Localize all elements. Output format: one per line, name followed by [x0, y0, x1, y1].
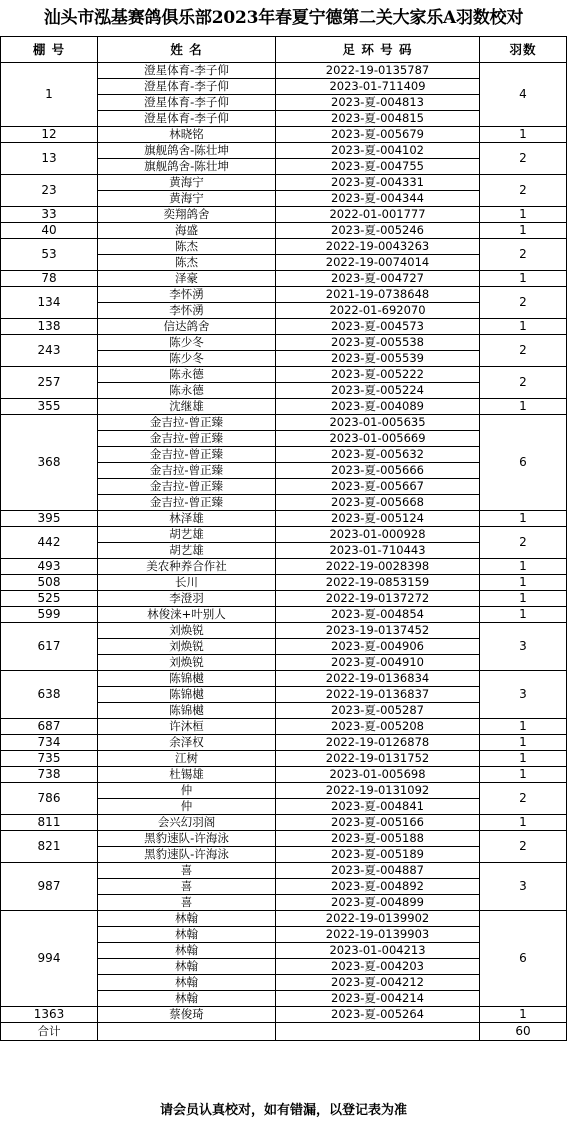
- ring-number: 2022-19-0136837: [276, 687, 480, 703]
- bird-count: 2: [480, 287, 567, 319]
- bird-count: 1: [480, 127, 567, 143]
- member-name: 仲: [98, 783, 276, 799]
- member-name: 喜: [98, 879, 276, 895]
- member-name: 李澄羽: [98, 591, 276, 607]
- bird-count: 1: [480, 319, 567, 335]
- member-name: 林翰: [98, 991, 276, 1007]
- table-row: [1, 767, 567, 783]
- member-name: 蔡俊琦: [98, 1007, 276, 1023]
- ring-number: 2023-夏-004755: [276, 159, 480, 175]
- ring-number: 2023-夏-005538: [276, 335, 480, 351]
- bird-count: 1: [480, 591, 567, 607]
- ring-number: 2022-01-001777: [276, 207, 480, 223]
- member-name: 旗舰鸽舍-陈壮坤: [98, 159, 276, 175]
- member-name: 澄星体育-李子仰: [98, 63, 276, 79]
- loft-number: 368: [1, 415, 98, 511]
- loft-number: 23: [1, 175, 98, 207]
- table-row: [1, 719, 567, 735]
- bird-count: 2: [480, 239, 567, 271]
- bird-count: 3: [480, 863, 567, 911]
- loft-number: 987: [1, 863, 98, 911]
- member-name: 会兴幻羽阁: [98, 815, 276, 831]
- ring-number: 2023-夏-005539: [276, 351, 480, 367]
- ring-number: 2022-19-0131752: [276, 751, 480, 767]
- member-name: 胡艺雄: [98, 527, 276, 543]
- bird-count: 1: [480, 719, 567, 735]
- ring-number: 2023-夏-004815: [276, 111, 480, 127]
- ring-number: 2023-01-710443: [276, 543, 480, 559]
- ring-number: 2023-夏-004727: [276, 271, 480, 287]
- bird-count: 6: [480, 415, 567, 511]
- loft-number: 994: [1, 911, 98, 1007]
- bird-count: 6: [480, 911, 567, 1007]
- bird-count: 1: [480, 399, 567, 415]
- ring-number: 2023-夏-005668: [276, 495, 480, 511]
- member-name: 金吉拉-曾正臻: [98, 415, 276, 431]
- table-row: [1, 511, 567, 527]
- loft-number: 53: [1, 239, 98, 271]
- bird-count: 1: [480, 767, 567, 783]
- loft-number: 687: [1, 719, 98, 735]
- ring-number: 2023-夏-004813: [276, 95, 480, 111]
- loft-number: 442: [1, 527, 98, 559]
- member-name: 林翰: [98, 927, 276, 943]
- member-name: 奕翔鸽舍: [98, 207, 276, 223]
- member-name: 江树: [98, 751, 276, 767]
- ring-number: 2023-夏-005188: [276, 831, 480, 847]
- loft-number: 134: [1, 287, 98, 319]
- member-name: 金吉拉-曾正臻: [98, 495, 276, 511]
- bird-count: 1: [480, 511, 567, 527]
- member-name: 林翰: [98, 975, 276, 991]
- member-name: 林泽雄: [98, 511, 276, 527]
- member-name: 陈锦樾: [98, 687, 276, 703]
- member-name: 刘焕锐: [98, 655, 276, 671]
- loft-number: 243: [1, 335, 98, 367]
- ring-number: 2021-19-0738648: [276, 287, 480, 303]
- pigeon-count-table: [0, 36, 567, 1041]
- table-row: [1, 1007, 567, 1023]
- ring-number: 2023-夏-005287: [276, 703, 480, 719]
- table-row: [1, 815, 567, 831]
- ring-number: 2023-夏-005124: [276, 511, 480, 527]
- ring-number: 2023-夏-004573: [276, 319, 480, 335]
- bird-count: 4: [480, 63, 567, 127]
- ring-number: 2022-19-0028398: [276, 559, 480, 575]
- ring-number: 2023-夏-005666: [276, 463, 480, 479]
- table-row: [1, 287, 567, 303]
- loft-number: 617: [1, 623, 98, 671]
- bird-count: 2: [480, 527, 567, 559]
- member-name: 李怀湧: [98, 287, 276, 303]
- bird-count: 1: [480, 815, 567, 831]
- ring-number: 2022-19-0126878: [276, 735, 480, 751]
- member-name: 澄星体育-李子仰: [98, 95, 276, 111]
- table-row: [1, 319, 567, 335]
- member-name: 陈锦樾: [98, 703, 276, 719]
- loft-number: 811: [1, 815, 98, 831]
- ring-number: 2023-夏-005679: [276, 127, 480, 143]
- member-name: 杜锡雄: [98, 767, 276, 783]
- ring-number: 2023-夏-004102: [276, 143, 480, 159]
- ring-number: 2023-夏-004214: [276, 991, 480, 1007]
- bird-count: 2: [480, 783, 567, 815]
- table-row: [1, 335, 567, 351]
- member-name: 信达鸽舍: [98, 319, 276, 335]
- member-name: 泽豪: [98, 271, 276, 287]
- member-name: 陈杰: [98, 239, 276, 255]
- ring-number: 2022-19-0139903: [276, 927, 480, 943]
- header-row: [1, 37, 567, 63]
- total-row: [1, 1023, 567, 1041]
- ring-number: 2023-19-0137452: [276, 623, 480, 639]
- bird-count: 2: [480, 143, 567, 175]
- ring-number: 2023-01-005635: [276, 415, 480, 431]
- ring-number: 2023-夏-004212: [276, 975, 480, 991]
- ring-number: 2023-01-004213: [276, 943, 480, 959]
- table-body: [1, 63, 567, 1023]
- loft-number: 493: [1, 559, 98, 575]
- ring-number: 2023-夏-004841: [276, 799, 480, 815]
- member-name: 陈少冬: [98, 335, 276, 351]
- member-name: 金吉拉-曾正臻: [98, 431, 276, 447]
- table-row: [1, 735, 567, 751]
- member-name: 林翰: [98, 943, 276, 959]
- member-name: 仲: [98, 799, 276, 815]
- loft-number: 525: [1, 591, 98, 607]
- member-name: 黄海宁: [98, 191, 276, 207]
- ring-number: 2023-夏-004892: [276, 879, 480, 895]
- bird-count: 1: [480, 575, 567, 591]
- member-name: 陈永德: [98, 383, 276, 399]
- table-row: [1, 127, 567, 143]
- loft-number: 355: [1, 399, 98, 415]
- loft-number: 735: [1, 751, 98, 767]
- bird-count: 1: [480, 271, 567, 287]
- total-blank-ring: [276, 1023, 480, 1041]
- bird-count: 2: [480, 831, 567, 863]
- bird-count: 3: [480, 671, 567, 719]
- member-name: 胡艺雄: [98, 543, 276, 559]
- bird-count: 2: [480, 175, 567, 207]
- loft-number: 78: [1, 271, 98, 287]
- member-name: 陈杰: [98, 255, 276, 271]
- ring-number: 2023-夏-005208: [276, 719, 480, 735]
- member-name: 林翰: [98, 911, 276, 927]
- ring-number: 2023-夏-005224: [276, 383, 480, 399]
- loft-number: 638: [1, 671, 98, 719]
- table-row: [1, 783, 567, 799]
- member-name: 许沐桓: [98, 719, 276, 735]
- total-value: 60: [480, 1023, 567, 1041]
- member-name: 黑豹速队-许海泳: [98, 831, 276, 847]
- bird-count: 1: [480, 735, 567, 751]
- ring-number: 2022-19-0853159: [276, 575, 480, 591]
- total-label: 合计: [1, 1023, 98, 1041]
- ring-number: 2023-01-005669: [276, 431, 480, 447]
- loft-number: 138: [1, 319, 98, 335]
- member-name: 澄星体育-李子仰: [98, 79, 276, 95]
- loft-number: 33: [1, 207, 98, 223]
- loft-number: 508: [1, 575, 98, 591]
- loft-number: 40: [1, 223, 98, 239]
- ring-number: 2023-夏-005222: [276, 367, 480, 383]
- loft-number: 1: [1, 63, 98, 127]
- ring-number: 2022-19-0131092: [276, 783, 480, 799]
- member-name: 林晓铭: [98, 127, 276, 143]
- ring-number: 2023-夏-004203: [276, 959, 480, 975]
- loft-number: 738: [1, 767, 98, 783]
- bird-count: 1: [480, 751, 567, 767]
- member-name: 林翰: [98, 959, 276, 975]
- ring-number: 2023-夏-004331: [276, 175, 480, 191]
- table-row: [1, 575, 567, 591]
- ring-number: 2023-夏-005189: [276, 847, 480, 863]
- table-row: [1, 367, 567, 383]
- ring-number: 2023-01-000928: [276, 527, 480, 543]
- loft-number: 395: [1, 511, 98, 527]
- table-row: [1, 239, 567, 255]
- ring-number: 2023-夏-005264: [276, 1007, 480, 1023]
- table-row: [1, 831, 567, 847]
- loft-number: 12: [1, 127, 98, 143]
- loft-number: 1363: [1, 1007, 98, 1023]
- header-count: 羽数: [480, 37, 567, 63]
- table-row: [1, 591, 567, 607]
- member-name: 金吉拉-曾正臻: [98, 479, 276, 495]
- loft-number: 786: [1, 783, 98, 815]
- bird-count: 1: [480, 207, 567, 223]
- member-name: 金吉拉-曾正臻: [98, 463, 276, 479]
- ring-number: 2022-01-692070: [276, 303, 480, 319]
- table-row: [1, 527, 567, 543]
- member-name: 陈少冬: [98, 351, 276, 367]
- table-row: [1, 911, 567, 927]
- member-name: 黑豹速队-许海泳: [98, 847, 276, 863]
- bird-count: 3: [480, 623, 567, 671]
- member-name: 刘焕锐: [98, 623, 276, 639]
- ring-number: 2023-夏-005246: [276, 223, 480, 239]
- table-row: [1, 63, 567, 79]
- bird-count: 1: [480, 1007, 567, 1023]
- table-row: [1, 223, 567, 239]
- member-name: 美农种养合作社: [98, 559, 276, 575]
- ring-number: 2023-夏-004906: [276, 639, 480, 655]
- ring-number: 2022-19-0137272: [276, 591, 480, 607]
- ring-number: 2022-19-0135787: [276, 63, 480, 79]
- loft-number: 599: [1, 607, 98, 623]
- ring-number: 2023-夏-004854: [276, 607, 480, 623]
- member-name: 林俊涞+叶别人: [98, 607, 276, 623]
- table-row: [1, 863, 567, 879]
- member-name: 旗舰鸽舍-陈壮坤: [98, 143, 276, 159]
- ring-number: 2023-夏-005667: [276, 479, 480, 495]
- member-name: 喜: [98, 863, 276, 879]
- ring-number: 2023-01-005698: [276, 767, 480, 783]
- loft-number: 257: [1, 367, 98, 399]
- ring-number: 2023-夏-004089: [276, 399, 480, 415]
- table-row: [1, 671, 567, 687]
- footer-note: 请会员认真校对，如有错漏，以登记表为准: [159, 1103, 407, 1118]
- ring-number: 2023-夏-004899: [276, 895, 480, 911]
- table-row: [1, 207, 567, 223]
- loft-number: 821: [1, 831, 98, 863]
- member-name: 海盛: [98, 223, 276, 239]
- bird-count: 1: [480, 223, 567, 239]
- member-name: 余泽权: [98, 735, 276, 751]
- ring-number: 2022-19-0139902: [276, 911, 480, 927]
- table-row: [1, 399, 567, 415]
- member-name: 澄星体育-李子仰: [98, 111, 276, 127]
- ring-number: 2023-夏-005632: [276, 447, 480, 463]
- total-blank-name: [98, 1023, 276, 1041]
- member-name: 陈锦樾: [98, 671, 276, 687]
- sheet-title: 汕头市泓基赛鸽俱乐部2023年春夏宁德第二关大家乐A羽数校对: [43, 8, 524, 28]
- table-row: [1, 623, 567, 639]
- ring-number: 2023-01-711409: [276, 79, 480, 95]
- bird-count: 2: [480, 335, 567, 367]
- member-name: 喜: [98, 895, 276, 911]
- header-ring: 足 环 号 码: [276, 37, 480, 63]
- loft-number: 13: [1, 143, 98, 175]
- bird-count: 2: [480, 367, 567, 399]
- table-row: [1, 143, 567, 159]
- member-name: 金吉拉-曾正臻: [98, 447, 276, 463]
- loft-number: 734: [1, 735, 98, 751]
- table-row: [1, 607, 567, 623]
- member-name: 黄海宁: [98, 175, 276, 191]
- header-name: 姓 名: [98, 37, 276, 63]
- table-row: [1, 751, 567, 767]
- ring-number: 2022-19-0074014: [276, 255, 480, 271]
- table-row: [1, 415, 567, 431]
- ring-number: 2022-19-0043263: [276, 239, 480, 255]
- ring-number: 2022-19-0136834: [276, 671, 480, 687]
- member-name: 陈永德: [98, 367, 276, 383]
- member-name: 沈继雄: [98, 399, 276, 415]
- table-row: [1, 271, 567, 287]
- header-loft: 棚 号: [1, 37, 98, 63]
- bird-count: 1: [480, 607, 567, 623]
- ring-number: 2023-夏-004910: [276, 655, 480, 671]
- table-row: [1, 559, 567, 575]
- ring-number: 2023-夏-004344: [276, 191, 480, 207]
- bird-count: 1: [480, 559, 567, 575]
- member-name: 李怀湧: [98, 303, 276, 319]
- member-name: 长川: [98, 575, 276, 591]
- ring-number: 2023-夏-004887: [276, 863, 480, 879]
- ring-number: 2023-夏-005166: [276, 815, 480, 831]
- table-row: [1, 175, 567, 191]
- member-name: 刘焕锐: [98, 639, 276, 655]
